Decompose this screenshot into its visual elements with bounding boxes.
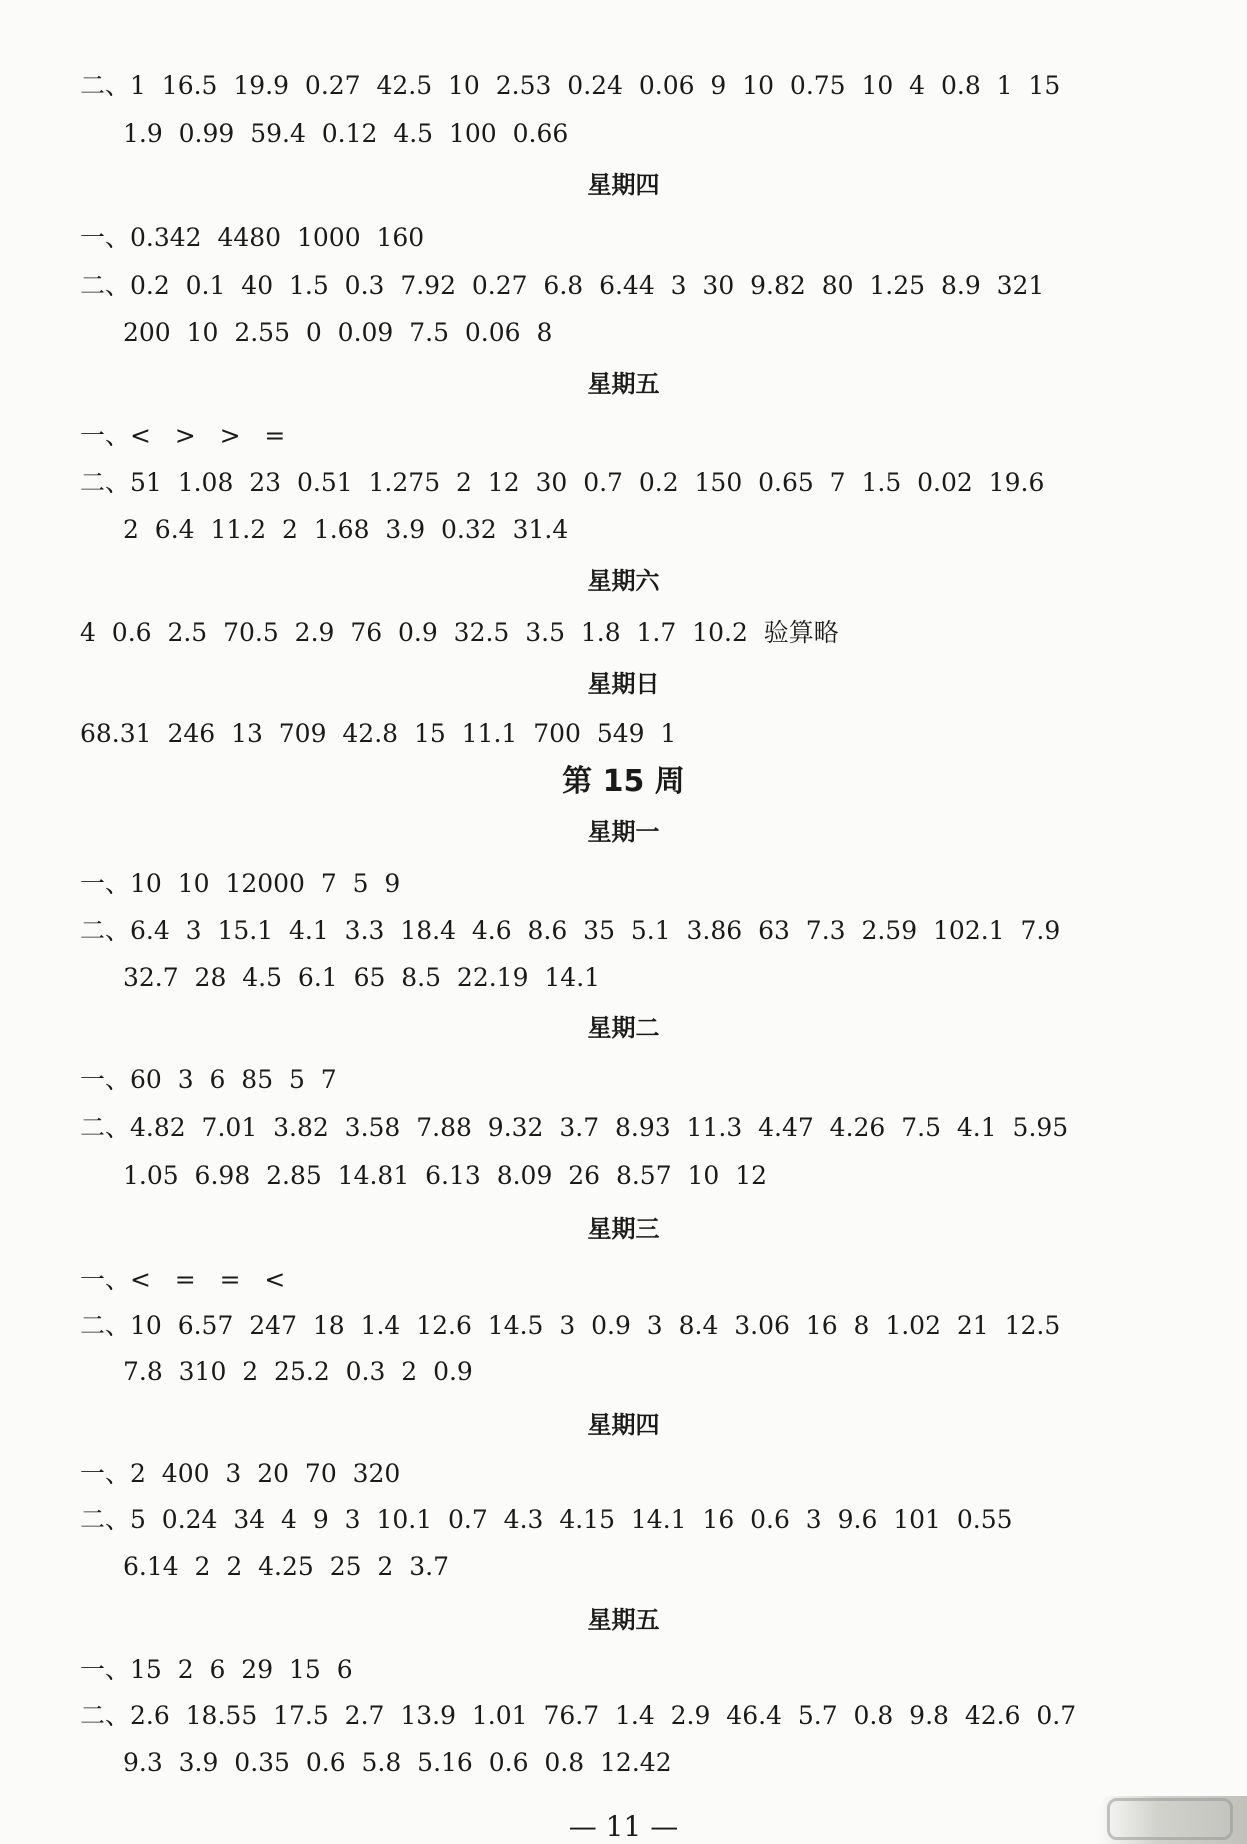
day-heading: 星期三 [587, 1215, 660, 1243]
answer-line: 二、1 16.5 19.9 0.27 42.5 10 2.53 0.24 0.06 9 10 0.75 10 4 0.8 1 15 [80, 71, 1061, 100]
day-heading: 星期四 [587, 171, 660, 199]
day-heading: 星期二 [587, 1014, 660, 1042]
day-heading: 星期一 [587, 818, 660, 846]
answer-line-continued: 1.9 0.99 59.4 0.12 4.5 100 0.66 [123, 119, 569, 148]
answer-line: 4 0.6 2.5 70.5 2.9 76 0.9 32.5 3.5 1.8 1.7 10.2 验算略 [80, 618, 839, 647]
page-number: — 11 — [568, 1810, 679, 1843]
answer-line: 二、4.82 7.01 3.82 3.58 7.88 9.32 3.7 8.93 11.3 4.47 4.26 7.5 4.1 5.95 [80, 1113, 1069, 1142]
day-heading: 星期六 [587, 567, 660, 595]
answer-line-continued: 2 6.4 11.2 2 1.68 3.9 0.32 31.4 [123, 515, 569, 544]
answer-line: 一、< = = < [80, 1265, 286, 1294]
answer-line: 二、6.4 3 15.1 4.1 3.3 18.4 4.6 8.6 35 5.1 3.86 63 7.3 2.59 102.1 7.9 [80, 916, 1061, 945]
day-heading: 星期四 [587, 1411, 660, 1439]
answer-line: 二、0.2 0.1 40 1.5 0.3 7.92 0.27 6.8 6.44 3 30 9.82 80 1.25 8.9 321 [80, 271, 1045, 300]
answer-line-continued: 200 10 2.55 0 0.09 7.5 0.06 8 [123, 318, 553, 347]
logo-mark [1107, 1798, 1233, 1840]
answer-line: 二、51 1.08 23 0.51 1.275 2 12 30 0.7 0.2 150 0.65 7 1.5 0.02 19.6 [80, 468, 1045, 497]
answer-line-continued: 7.8 310 2 25.2 0.3 2 0.9 [123, 1357, 473, 1386]
answer-line: 二、5 0.24 34 4 9 3 10.1 0.7 4.3 4.15 14.1 16 0.6 3 9.6 101 0.55 [80, 1505, 1013, 1534]
answer-line: 一、2 400 3 20 70 320 [80, 1459, 401, 1488]
answer-line: 一、0.342 4480 1000 160 [80, 223, 425, 252]
answer-line-continued: 9.3 3.9 0.35 0.6 5.8 5.16 0.6 0.8 12.42 [123, 1748, 672, 1777]
answer-line-continued: 6.14 2 2 4.25 25 2 3.7 [123, 1552, 449, 1581]
answer-line: 二、10 6.57 247 18 1.4 12.6 14.5 3 0.9 3 8.4 3.06 16 8 1.02 21 12.5 [80, 1311, 1061, 1340]
answer-line: 一、15 2 6 29 15 6 [80, 1655, 353, 1684]
day-heading: 星期五 [587, 1606, 660, 1634]
week-heading: 第 15 周 [562, 764, 685, 799]
answer-line: 68.31 246 13 709 42.8 15 11.1 700 549 1 [80, 719, 677, 748]
answer-line-continued: 32.7 28 4.5 6.1 65 8.5 22.19 14.1 [123, 963, 601, 992]
answer-line-continued: 1.05 6.98 2.85 14.81 6.13 8.09 26 8.57 10 12 [123, 1161, 768, 1190]
day-heading: 星期日 [587, 670, 660, 698]
corner-logo-stamp [1097, 1796, 1247, 1844]
answer-line: 一、10 10 12000 7 5 9 [80, 869, 401, 898]
answer-line: 二、2.6 18.55 17.5 2.7 13.9 1.01 76.7 1.4 2.9 46.4 5.7 0.8 9.8 42.6 0.7 [80, 1701, 1077, 1730]
day-heading: 星期五 [587, 370, 660, 398]
answer-line: 一、< > > = [80, 421, 286, 450]
answer-line: 一、60 3 6 85 5 7 [80, 1065, 337, 1094]
